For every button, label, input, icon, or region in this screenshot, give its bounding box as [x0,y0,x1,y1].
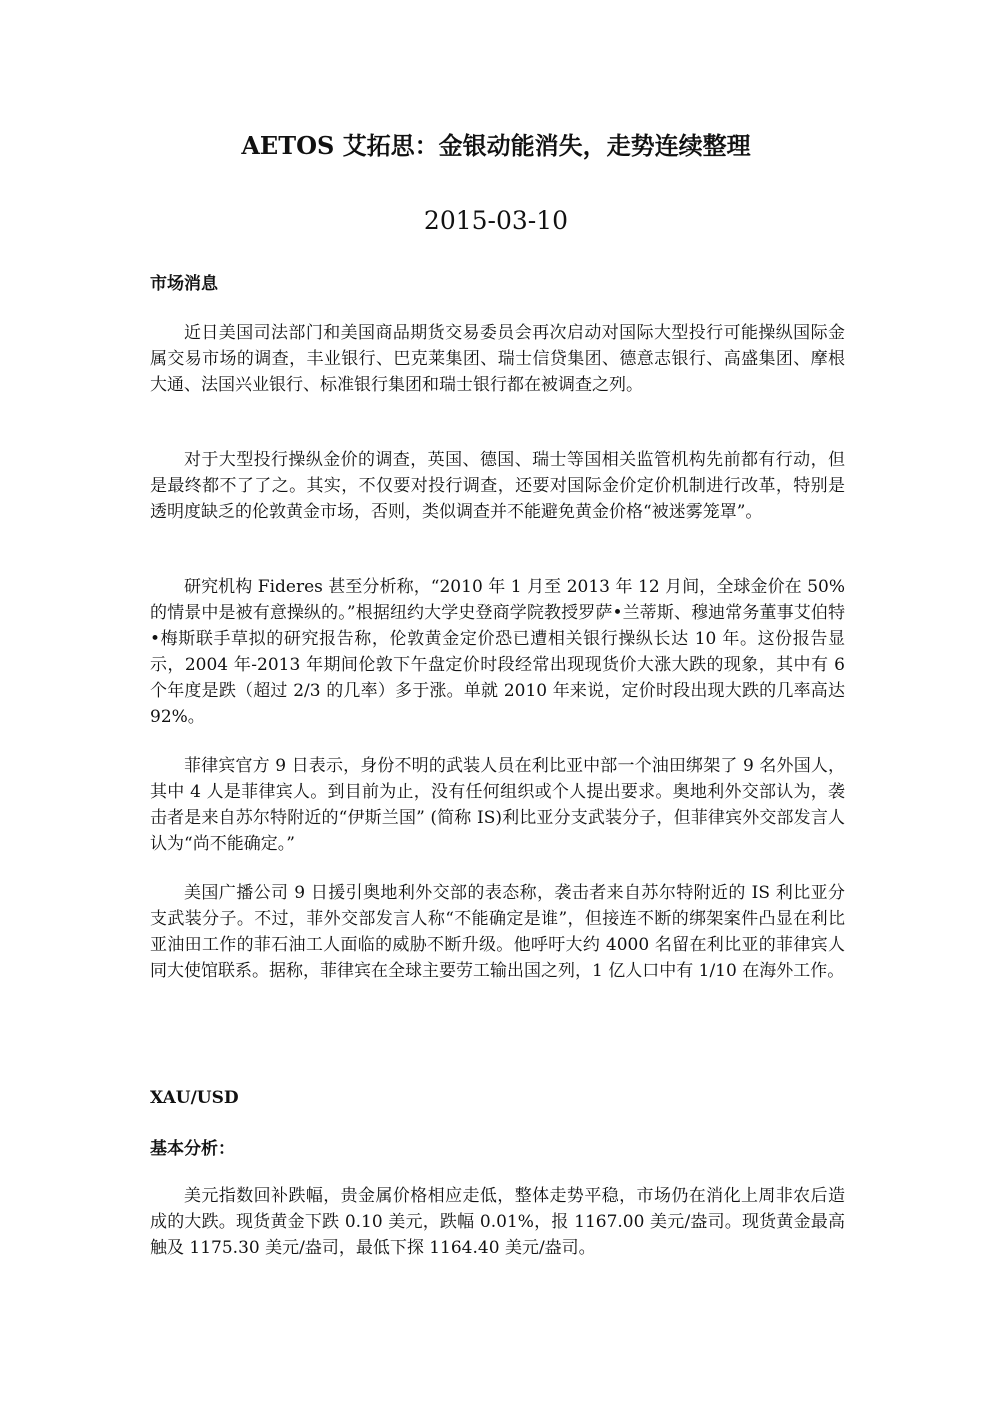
document-title: AETOS 艾拓思：金银动能消失，走势连续整理 [241,131,751,160]
basic-analysis-heading: 基本分析： [150,1139,235,1159]
market-news-paragraph-4: 菲律宾官方 9 日表示，身份不明的武装人员在利比亚中部一个油田绑架了 9 名外国人，其中 4 人是菲律宾人。到目前为止，没有任何组织或个人提出要求。奥地利外交部认为，袭击者是来自苏尔特附近的“伊斯兰国” (简称 IS)利比亚分支武装分子，但菲律宾外交部发言人认为“尚不能确定。” [150,756,845,854]
market-news-paragraph-2: 对于大型投行操纵金价的调查，英国、德国、瑞士等国相关监管机构先前都有行动，但是最终都不了了之。其实，不仅要对投行调查，还要对国际金价定价机制进行改革，特别是透明度缺乏的伦敦黄金市场，否则，类似调查并不能避免黄金价格“被迷雾笼罩”。 [150,450,845,522]
market-news-heading: 市场消息 [150,274,218,294]
document-date: 2015-03-10 [423,206,569,235]
basic-analysis-paragraph-1: 美元指数回补跌幅，贵金属价格相应走低，整体走势平稳，市场仍在消化上周非农后造成的大跌。现货黄金下跌 0.10 美元，跌幅 0.01%，报 1167.00 美元/盎司。现货黄金最高触及 1175.30 美元/盎司，最低下探 1164.40 美元/盎司。 [150,1186,845,1258]
market-news-paragraph-1: 近日美国司法部门和美国商品期货交易委员会再次启动对国际大型投行可能操纵国际金属交易市场的调查，丰业银行、巴克莱集团、瑞士信贷集团、德意志银行、高盛集团、摩根大通、法国兴业银行、标准银行集团和瑞士银行都在被调查之列。 [150,323,845,395]
market-news-paragraph-5: 美国广播公司 9 日援引奥地利外交部的表态称，袭击者来自苏尔特附近的 IS 利比亚分支武装分子。不过，菲外交部发言人称“不能确定是谁”，但接连不断的绑架案件凸显在利比亚油田工作的菲石油工人面临的威胁不断升级。他呼吁大约 4000 名留在利比亚的菲律宾人同大使馆联系。据称，菲律宾在全球主要劳工输出国之列，1 亿人口中有 1/10 在海外工作。 [150,883,845,981]
xau-usd-heading: XAU/USD [150,1088,239,1108]
market-news-paragraph-3: 研究机构 Fideres 甚至分析称，“2010 年 1 月至 2013 年 12 月间，全球金价在 50%的情景中是被有意操纵的。”根据纽约大学史登商学院教授罗萨•兰蒂斯、穆迪常务董事艾伯特•梅斯联手草拟的研究报告称，伦敦黄金定价恐已遭相关银行操纵长达 10 年。这份报告显示，2004 年-2013 年期间伦敦下午盘定价时段经常出现现货价大涨大跌的现象，其中有 6 个年度是跌（超过 2/3 的几率）多于涨。单就 2010 年来说，定价时段出现大跌的几率高达 92%。 [150,577,845,727]
